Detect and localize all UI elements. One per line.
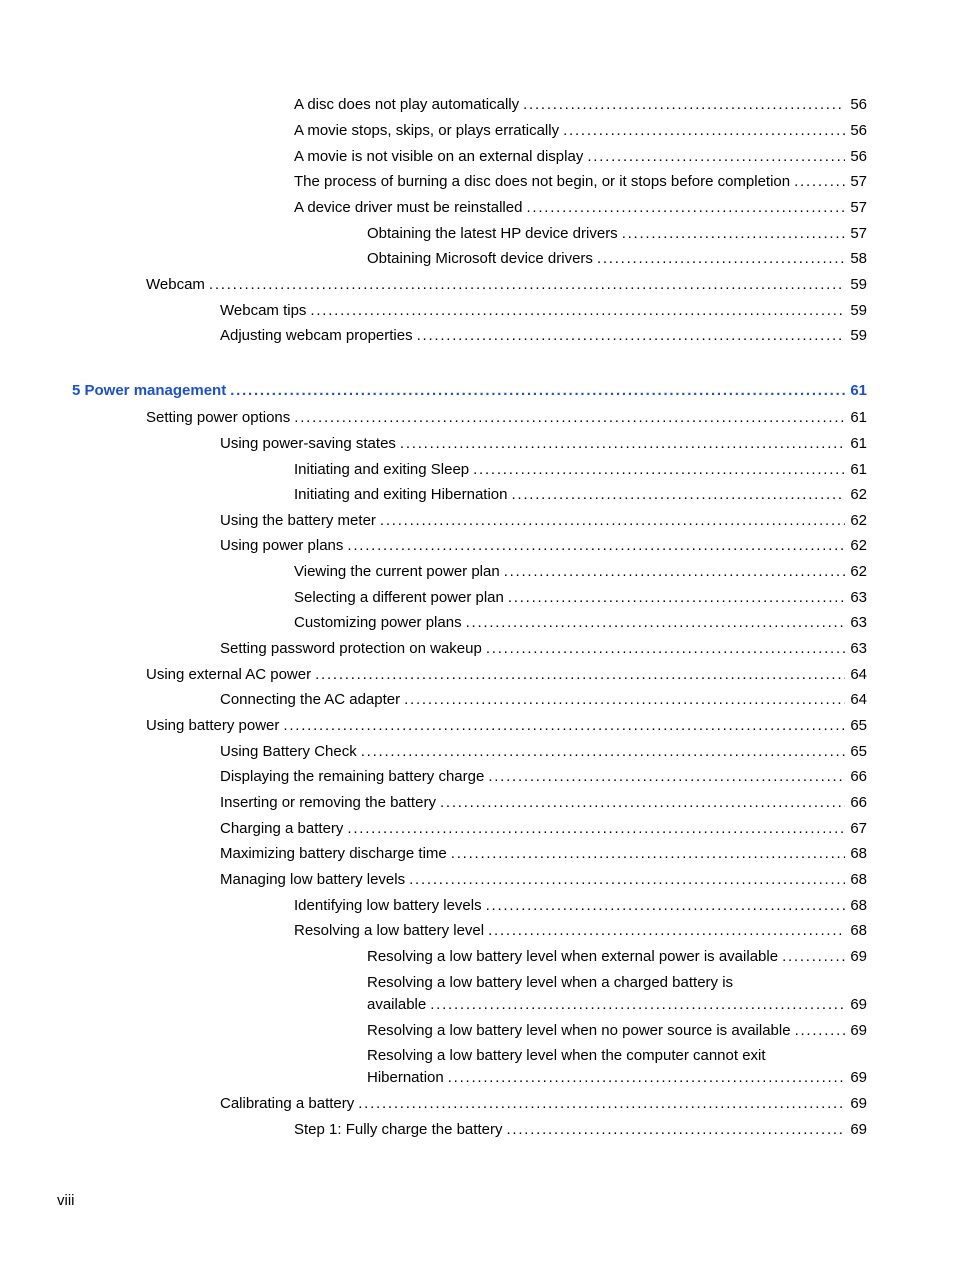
toc-entry[interactable] xyxy=(220,327,867,345)
dot-leader xyxy=(486,640,845,658)
toc-entry[interactable] xyxy=(294,922,867,940)
toc-page-number: 57 xyxy=(850,225,867,242)
dot-leader xyxy=(563,122,845,140)
toc-entry[interactable] xyxy=(367,948,867,966)
toc-entry-title: Using battery power xyxy=(146,717,280,734)
toc-entry[interactable] xyxy=(367,1022,867,1040)
toc-entry-title: A movie stops, skips, or plays erratically xyxy=(294,122,560,139)
toc-page-number: 56 xyxy=(850,148,867,165)
toc-page-number: 68 xyxy=(850,871,867,888)
dot-leader xyxy=(400,435,845,453)
dot-leader xyxy=(448,1069,845,1087)
toc-page-number: 64 xyxy=(850,691,867,708)
toc-entry-title: Webcam tips xyxy=(220,302,307,319)
toc-page-number: 57 xyxy=(850,173,867,190)
toc-entry-title: Customizing power plans xyxy=(294,614,462,631)
toc-entry-title: Hibernation xyxy=(367,1069,444,1086)
toc-entry[interactable] xyxy=(220,743,867,761)
toc-entry-title: Initiating and exiting Sleep xyxy=(294,461,470,478)
toc-page-number: 62 xyxy=(850,537,867,554)
toc-entry[interactable] xyxy=(220,768,867,786)
toc-entry[interactable] xyxy=(294,173,867,191)
dot-leader xyxy=(488,922,845,940)
toc-entry[interactable] xyxy=(294,96,867,114)
toc-page-number: 69 xyxy=(850,1069,867,1086)
toc-entry-title: Maximizing battery discharge time xyxy=(220,845,447,862)
toc-entry[interactable] xyxy=(294,461,867,479)
dot-leader xyxy=(358,1095,845,1113)
dot-leader xyxy=(294,409,845,427)
toc-entry-title: Identifying low battery levels xyxy=(294,897,482,914)
toc-entry[interactable] xyxy=(220,794,867,812)
toc-page-number: 65 xyxy=(850,743,867,760)
toc-page-number: 63 xyxy=(850,589,867,606)
toc-page-number: 59 xyxy=(850,327,867,344)
toc-entry[interactable] xyxy=(146,666,867,684)
dot-leader xyxy=(794,173,845,191)
toc-page-number: 64 xyxy=(850,666,867,683)
toc-page-number: 66 xyxy=(850,768,867,785)
dot-leader xyxy=(380,512,845,530)
dot-leader xyxy=(283,717,845,735)
toc-entry-title: Setting password protection on wakeup xyxy=(220,640,482,657)
toc-page-number: 58 xyxy=(850,250,867,267)
toc-entry-title: Resolving a low battery level when external power is available xyxy=(367,948,779,965)
toc-entry-title: Resolving a low battery level when no power source is available xyxy=(367,1022,791,1039)
toc-entry-title: Viewing the current power plan xyxy=(294,563,500,580)
dot-leader xyxy=(526,199,845,217)
toc-entry[interactable] xyxy=(220,512,867,530)
toc-entry-title: Obtaining Microsoft device drivers xyxy=(367,250,593,267)
toc-entry-title: Connecting the AC adapter xyxy=(220,691,401,708)
dot-leader xyxy=(347,820,845,838)
toc-entry[interactable] xyxy=(220,871,867,889)
toc-page-number: 56 xyxy=(850,96,867,113)
toc-entry-title: Resolving a low battery level xyxy=(294,922,485,939)
dot-leader xyxy=(404,691,845,709)
dot-leader xyxy=(440,794,845,812)
toc-entry-title: Charging a battery xyxy=(220,820,344,837)
toc-entry-title: The process of burning a disc does not begin, or it stops before completion xyxy=(294,173,791,190)
toc-page-number: 61 xyxy=(850,409,867,426)
dot-leader xyxy=(523,96,845,114)
toc-page-number: 56 xyxy=(850,122,867,139)
toc-entry[interactable] xyxy=(294,563,867,581)
toc-entry-title: Calibrating a battery xyxy=(220,1095,355,1112)
toc-entry-title: Selecting a different power plan xyxy=(294,589,504,606)
dot-leader xyxy=(504,563,845,581)
toc-entry-title: A device driver must be reinstalled xyxy=(294,199,523,216)
toc-page-number: 69 xyxy=(850,1022,867,1039)
toc-entry[interactable] xyxy=(146,276,867,294)
dot-leader xyxy=(451,845,845,863)
toc-entry-title: A movie is not visible on an external display xyxy=(294,148,584,165)
toc-entry-title-line: Resolving a low battery level when a charged battery is xyxy=(367,974,734,991)
toc-entry-title: A disc does not play automatically xyxy=(294,96,520,113)
toc-entry-title: Managing low battery levels xyxy=(220,871,406,888)
toc-entry-title: Initiating and exiting Hibernation xyxy=(294,486,508,503)
dot-leader xyxy=(506,1121,845,1139)
toc-entry[interactable] xyxy=(367,225,867,243)
toc-page-number: 68 xyxy=(850,897,867,914)
toc-page-number: 67 xyxy=(850,820,867,837)
toc-page-number: 69 xyxy=(850,1121,867,1138)
toc-entry[interactable] xyxy=(146,409,867,427)
toc-entry[interactable] xyxy=(220,537,867,555)
dot-leader xyxy=(315,666,845,684)
toc-page-number: 68 xyxy=(850,845,867,862)
toc-entry[interactable] xyxy=(220,845,867,863)
toc-entry[interactable] xyxy=(294,486,867,504)
toc-page-number: 62 xyxy=(850,563,867,580)
toc-page-number: 69 xyxy=(850,1095,867,1112)
toc-entry[interactable] xyxy=(367,1047,867,1087)
toc-page-number: 61 xyxy=(850,382,867,399)
toc-entry[interactable] xyxy=(294,614,867,632)
toc-entry[interactable] xyxy=(220,302,867,320)
toc-entry-title: Adjusting webcam properties xyxy=(220,327,413,344)
toc-entry-title: Setting power options xyxy=(146,409,291,426)
toc-entry-title: Displaying the remaining battery charge xyxy=(220,768,485,785)
toc-entry[interactable] xyxy=(367,974,867,1014)
dot-leader xyxy=(488,768,845,786)
dot-leader xyxy=(587,148,845,166)
toc-entry-title: 5 Power management xyxy=(72,382,227,399)
toc-entry-title: Step 1: Fully charge the battery xyxy=(294,1121,503,1138)
toc-entry-title: Inserting or removing the battery xyxy=(220,794,436,811)
toc-entry[interactable] xyxy=(294,589,867,607)
toc-entry-title: Webcam xyxy=(146,276,205,293)
toc-page-number: 69 xyxy=(850,996,867,1013)
dot-leader xyxy=(417,327,845,345)
toc-page-number: 59 xyxy=(850,276,867,293)
toc-entry-title: Using external AC power xyxy=(146,666,312,683)
toc-page-number: 59 xyxy=(850,302,867,319)
toc-entry-title-line: Resolving a low battery level when the computer cannot exit xyxy=(367,1047,766,1064)
dot-leader xyxy=(209,276,845,294)
toc-entry[interactable] xyxy=(220,640,867,658)
page-number: viii xyxy=(57,1192,75,1209)
toc-entry-title: Using power plans xyxy=(220,537,344,554)
toc-page-number: 63 xyxy=(850,640,867,657)
dot-leader xyxy=(361,743,845,761)
toc-page-number: 62 xyxy=(850,486,867,503)
toc-entry-title: available xyxy=(367,996,427,1013)
toc-entry-title: Using Battery Check xyxy=(220,743,357,760)
dot-leader xyxy=(486,897,845,915)
dot-leader xyxy=(347,537,845,555)
toc-entry[interactable] xyxy=(294,897,867,915)
dot-leader xyxy=(430,996,845,1014)
toc-entry-title: Using the battery meter xyxy=(220,512,376,529)
dot-leader xyxy=(622,225,845,243)
toc-page-number: 61 xyxy=(850,461,867,478)
toc-page-number: 68 xyxy=(850,922,867,939)
toc-entry[interactable] xyxy=(220,1095,867,1113)
dot-leader xyxy=(511,486,845,504)
toc-entry[interactable] xyxy=(220,820,867,838)
toc-page-number: 61 xyxy=(850,435,867,452)
dot-leader xyxy=(466,614,845,632)
toc-entry[interactable] xyxy=(146,717,867,735)
toc-page-number: 65 xyxy=(850,717,867,734)
dot-leader xyxy=(230,382,845,400)
toc-entry-title: Using power-saving states xyxy=(220,435,396,452)
toc-page-number: 69 xyxy=(850,948,867,965)
toc-page-number: 57 xyxy=(850,199,867,216)
dot-leader xyxy=(409,871,845,889)
toc-page-number: 63 xyxy=(850,614,867,631)
dot-leader xyxy=(597,250,845,268)
dot-leader xyxy=(508,589,845,607)
dot-leader xyxy=(310,302,845,320)
dot-leader xyxy=(473,461,845,479)
toc-entry[interactable] xyxy=(220,435,867,453)
toc-page-number: 62 xyxy=(850,512,867,529)
toc-entry[interactable] xyxy=(294,122,867,140)
toc-entry[interactable] xyxy=(367,250,867,268)
chapter-entry[interactable] xyxy=(72,382,867,400)
toc-entry[interactable] xyxy=(294,1121,867,1139)
toc-entry[interactable] xyxy=(220,691,867,709)
toc-entry-title: Obtaining the latest HP device drivers xyxy=(367,225,618,242)
dot-leader xyxy=(795,1022,845,1040)
toc-entry[interactable] xyxy=(294,148,867,166)
toc-page-number: 66 xyxy=(850,794,867,811)
toc-entry[interactable] xyxy=(294,199,867,217)
dot-leader xyxy=(782,948,845,966)
